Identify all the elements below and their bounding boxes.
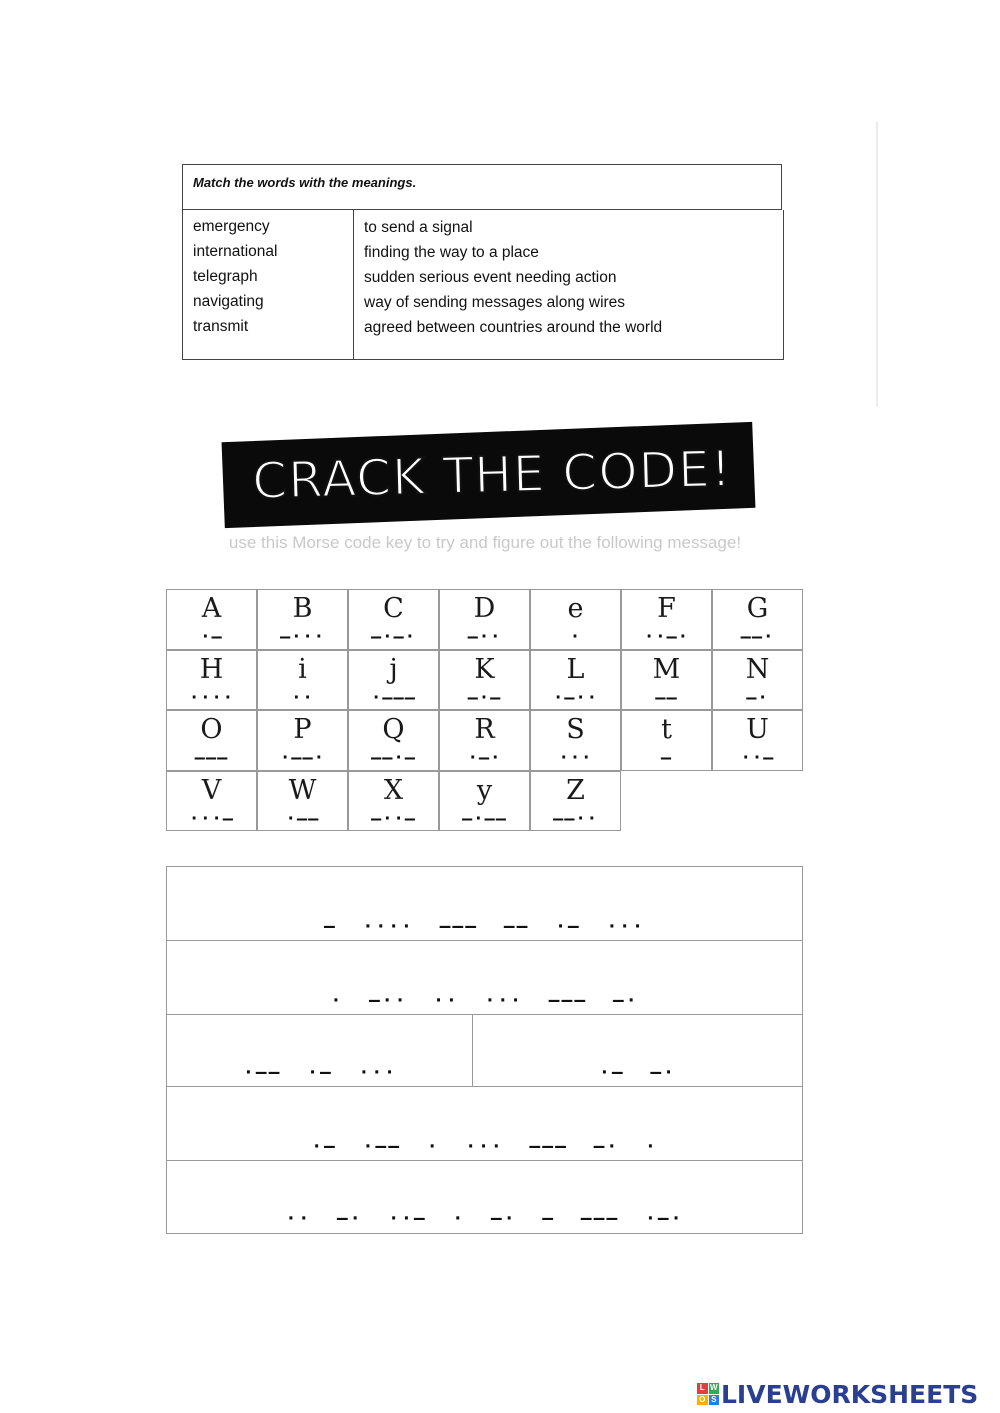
key-letter: j — [389, 653, 398, 685]
logo-icon: L W O S — [697, 1383, 719, 1405]
key-code: —·—· — [371, 627, 416, 647]
key-code: ——· — [740, 627, 775, 647]
key-letter: D — [473, 593, 496, 624]
match-meaning[interactable]: to send a signal — [364, 219, 473, 236]
key-letter: Q — [382, 714, 405, 745]
words-column — [182, 210, 354, 360]
key-letter: y — [476, 774, 493, 806]
key-code: —— — [655, 687, 678, 708]
key-letter: X — [383, 774, 404, 806]
key-letter: W — [288, 774, 317, 806]
match-heading: Match the words with the meanings. — [193, 175, 417, 190]
key-code: ·——· — [280, 748, 325, 768]
key-letter: S — [566, 714, 585, 745]
key-code: ·——— — [371, 687, 416, 708]
meanings-column — [353, 210, 784, 360]
message-box-3[interactable] — [166, 1014, 474, 1088]
morse-key-cell — [621, 710, 712, 771]
key-code: ——·— — [371, 748, 416, 768]
key-code: ·—· — [467, 748, 502, 768]
key-code: ··· — [558, 748, 593, 768]
key-letter: L — [566, 653, 585, 685]
morse-key-cell — [348, 771, 439, 832]
key-code: —·· — [467, 627, 502, 647]
message-code: · —·· ·· ··· ——— —· — [330, 990, 639, 1011]
key-code: ·· — [291, 687, 314, 708]
morse-key-cell — [257, 771, 348, 832]
morse-key-cell — [348, 710, 439, 771]
morse-key-cell — [166, 650, 257, 711]
match-meaning[interactable]: sudden serious event needing action — [364, 269, 617, 286]
key-letter: F — [657, 593, 676, 624]
message-code: ·—— ·— ··· — [242, 1062, 398, 1083]
morse-key-cell — [166, 710, 257, 771]
morse-key-cell — [439, 650, 530, 711]
key-letter: A — [201, 593, 222, 624]
logo-text: LIVEWORKSHEETS — [721, 1379, 979, 1409]
morse-key-cell — [439, 710, 530, 771]
message-box-5[interactable] — [166, 1086, 803, 1162]
key-letter: V — [201, 774, 222, 806]
message-box-4[interactable] — [472, 1014, 803, 1088]
match-meaning[interactable]: way of sending messages along wires — [364, 294, 626, 311]
message-code: ·— ·—— · ··· ——— —· · — [311, 1136, 658, 1157]
match-word[interactable]: transmit — [193, 318, 249, 335]
key-code: —··· — [280, 627, 325, 647]
morse-key-cell — [712, 650, 803, 711]
match-word[interactable]: navigating — [193, 293, 264, 310]
message-box-6[interactable] — [166, 1160, 803, 1234]
key-code: ··—· — [644, 627, 689, 647]
message-box-1[interactable] — [166, 866, 803, 942]
key-code: ·— — [200, 627, 223, 647]
key-code: —· — [746, 687, 769, 708]
morse-key-cell — [257, 650, 348, 711]
key-code: ···· — [189, 687, 234, 708]
morse-key-cell — [530, 650, 621, 711]
match-word[interactable]: international — [193, 243, 278, 260]
match-word[interactable]: emergency — [193, 218, 270, 235]
key-letter: H — [199, 653, 224, 685]
key-letter: U — [746, 714, 769, 745]
key-letter: Z — [566, 774, 585, 806]
morse-key-grid — [166, 589, 803, 832]
key-code: · — [569, 627, 582, 647]
morse-key-cell — [348, 650, 439, 711]
key-letter: M — [652, 653, 681, 685]
message-code: ·· —· ··— · —· — ——— ·—· — [285, 1208, 684, 1229]
morse-key-cell — [439, 771, 530, 832]
key-code: — — [660, 748, 673, 768]
morse-key-cell — [530, 589, 621, 650]
morse-key-cell — [712, 710, 803, 771]
morse-key-cell — [439, 589, 530, 650]
key-letter: B — [292, 593, 313, 624]
key-letter: O — [200, 714, 223, 745]
key-letter: C — [383, 593, 404, 624]
key-letter: G — [746, 593, 769, 624]
key-letter: R — [474, 714, 495, 745]
key-letter: P — [293, 714, 312, 745]
morse-key-cell — [621, 589, 712, 650]
key-code: —·— — [467, 687, 502, 708]
match-word[interactable]: telegraph — [193, 268, 258, 285]
match-meaning[interactable]: finding the way to a place — [364, 244, 539, 261]
message-box-2[interactable] — [166, 940, 803, 1016]
match-table — [182, 164, 784, 360]
key-code: ···— — [189, 808, 234, 829]
page-title: CRACK THE CODE! — [251, 439, 733, 511]
morse-key-cell — [712, 589, 803, 650]
match-meaning[interactable]: agreed between countries around the world — [364, 319, 663, 336]
morse-key-cell — [530, 771, 621, 832]
morse-key-cell — [166, 771, 257, 832]
match-heading-cell — [182, 164, 782, 210]
key-code: ——— — [194, 748, 229, 768]
key-code: ·—— — [285, 808, 320, 829]
instructions: use this Morse code key to try and figure out the following message! — [228, 533, 742, 552]
morse-key-cell — [621, 650, 712, 711]
message-code: — ···· ——— —— ·— ··· — [324, 916, 645, 937]
message-code: ·— —· — [598, 1062, 677, 1083]
morse-key-cell — [348, 589, 439, 650]
key-letter: i — [298, 653, 307, 685]
key-code: —·—— — [462, 808, 507, 829]
liveworksheets-logo[interactable] — [697, 1376, 978, 1412]
morse-key-cell — [257, 589, 348, 650]
morse-key-cell — [257, 710, 348, 771]
page-edge-line — [876, 122, 878, 407]
key-code: ··— — [740, 748, 775, 768]
key-letter: N — [745, 653, 770, 685]
key-code: —··— — [371, 808, 416, 829]
morse-key-cell — [530, 710, 621, 771]
key-letter: K — [474, 653, 495, 685]
key-code: ——·· — [553, 808, 598, 829]
key-code: ·—·· — [553, 687, 598, 708]
morse-key-cell — [166, 589, 257, 650]
key-letter: e — [567, 593, 584, 624]
key-letter: t — [661, 714, 672, 745]
